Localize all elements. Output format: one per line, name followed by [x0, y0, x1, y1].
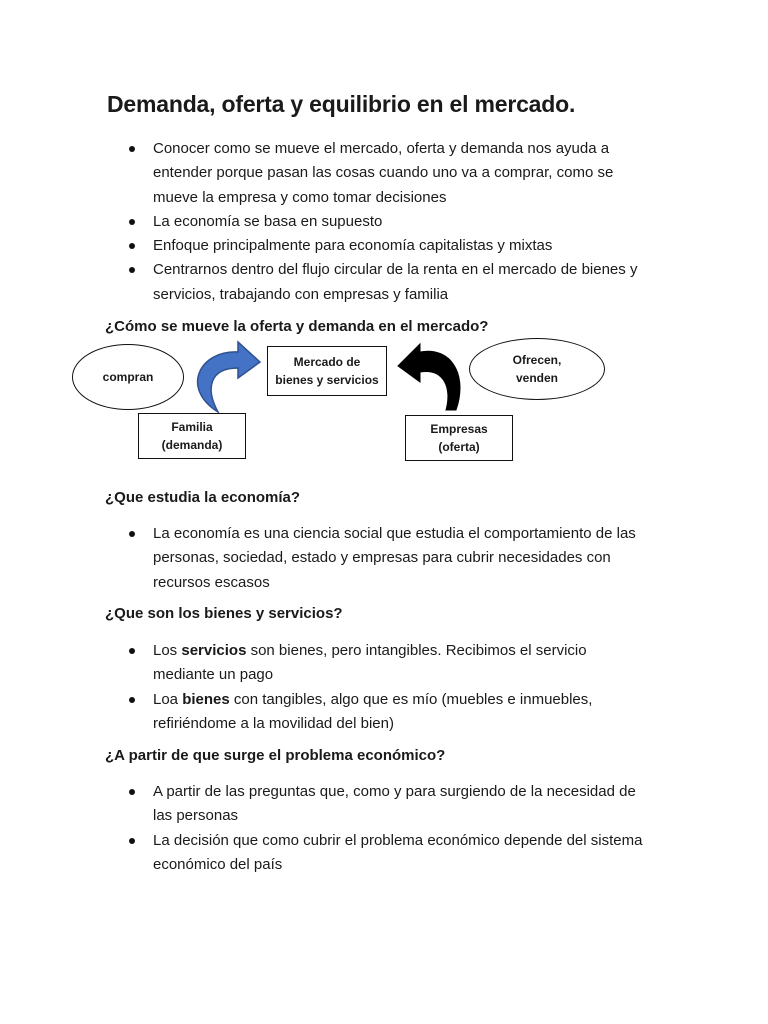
list-item: La economía es una ciencia social que estudia el comportamiento de las personas, sociedad, estado y empresas para cubrir necesidades con recursos escasos: [129, 522, 649, 595]
bullet-bold-term: bienes: [182, 690, 230, 708]
oval-sellers: [469, 338, 605, 400]
list-item: Conocer como se mueve el mercado, oferta y demanda nos ayuda a entender porque pasan las cosas cuando uno va a comprar, como se mueve la empresa y como tomar decisiones: [129, 137, 649, 210]
section-heading-economic-problem: ¿A partir de que surge el problema económico?: [105, 747, 446, 764]
list-item: Enfoque principalmente para economía capitalistas y mixtas: [129, 234, 649, 258]
list-item: La economía se basa en supuesto: [129, 210, 649, 234]
box-family-line1: Familia: [171, 420, 213, 434]
box-family-line2: (demanda): [161, 438, 223, 452]
box-companies-line2: (oferta): [438, 440, 480, 454]
list-item: Centrarnos dentro del flujo circular de la renta en el mercado de bienes y servicios, trabajando con empresas y familia: [129, 258, 649, 307]
list-item: La decisión que como cubrir el problema económico depende del sistema económico del país: [129, 829, 649, 878]
oval-sellers-line2: venden: [515, 371, 558, 385]
bullet-bold-term: servicios: [181, 642, 247, 659]
intro-bullet-list: [129, 137, 649, 307]
oval-sellers-line1: Ofrecen,: [512, 353, 562, 367]
list-item: [129, 639, 649, 688]
section-heading-goods-services: ¿Que son los bienes y servicios?: [105, 605, 343, 622]
section-heading-economy: ¿Que estudia la economía?: [105, 489, 301, 506]
oval-buyers: [72, 344, 184, 410]
box-market-line2: bienes y servicios: [275, 373, 379, 387]
market-flow-diagram: [60, 338, 620, 468]
box-companies-line1: Empresas: [430, 422, 488, 436]
oval-buyers-label: compran: [102, 370, 154, 384]
black-curved-arrow: [398, 344, 460, 410]
page-title: Demanda, oferta y equilibrio en el mercado.: [107, 91, 576, 117]
bullet-text-pre: Loa: [153, 690, 183, 708]
box-companies: [405, 415, 513, 461]
bullet-text-post: son bienes, pero intangibles. Recibimos el servicio mediante un pago: [153, 642, 587, 684]
economic-problem-bullet-list: [129, 780, 649, 877]
goods-services-bullet-list: [129, 639, 649, 736]
blue-curved-arrow: [198, 342, 260, 412]
bullet-text-pre: Los: [153, 642, 182, 659]
bullet-text-post: con tangibles, algo que es mío (muebles e inmuebles, refiriéndome a la movilidad del bien): [153, 690, 593, 732]
economy-bullet-list: [129, 522, 649, 595]
list-item: A partir de las preguntas que, como y para surgiendo de la necesidad de las personas: [129, 780, 649, 829]
box-market: [267, 346, 387, 396]
box-market-line1: Mercado de: [293, 355, 361, 369]
box-family: [138, 413, 246, 459]
list-item: [129, 688, 649, 737]
section-heading-market-flow: ¿Cómo se mueve la oferta y demanda en el mercado?: [105, 318, 489, 335]
